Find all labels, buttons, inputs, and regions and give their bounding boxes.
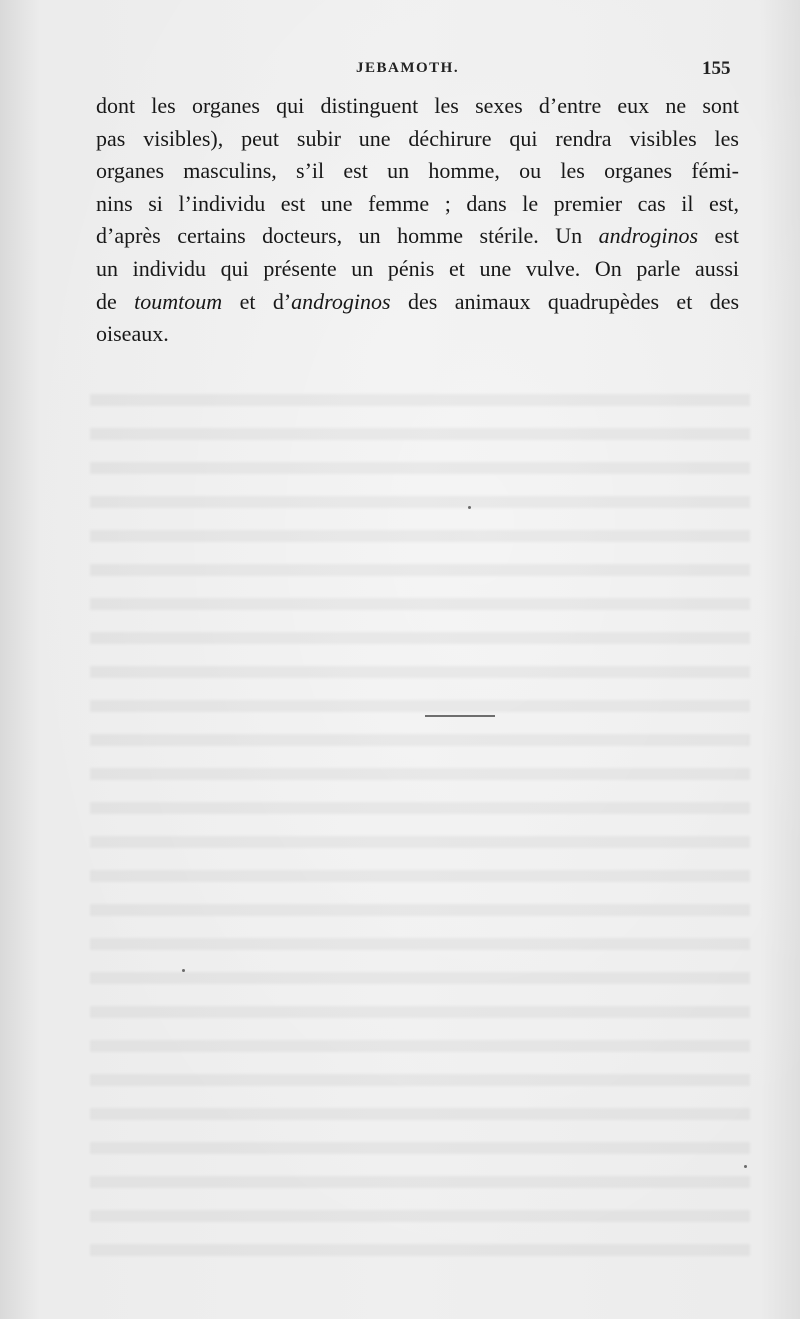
text-line: dont les organes qui distinguent les sexes d’entre eux ne sont [96,93,739,118]
text-line: d’après certains docteurs, un homme stérile. Un androginos est [96,223,739,249]
verso-show-through [90,380,750,1260]
italic-term: androginos [598,223,699,249]
ink-speck [468,506,471,509]
text-line: de toumtoum et d’androginos des animaux quadrupèdes et des [96,288,740,314]
text-line: organes masculins, s’il est un homme, ou les organes fémi- [96,158,739,184]
text-line: un individu qui présente un pénis et une vulve. On parle aussi [96,255,739,281]
text-line: oiseaux. [96,321,169,347]
running-head: JEBAMOTH. [356,60,460,76]
page-number: 155 [702,58,731,79]
italic-term: toumtoum [134,288,223,314]
text-line: nins si l’individu est une femme ; dans le premier cas il est, [96,190,739,216]
italic-term: androginos [291,288,391,314]
ink-speck [744,1165,747,1168]
ink-speck [182,969,185,972]
page-header [0,58,800,82]
text-line: pas visibles), peut subir une déchirure qui rendra visibles les [96,125,739,151]
section-rule [425,715,495,717]
paragraph [96,90,739,351]
